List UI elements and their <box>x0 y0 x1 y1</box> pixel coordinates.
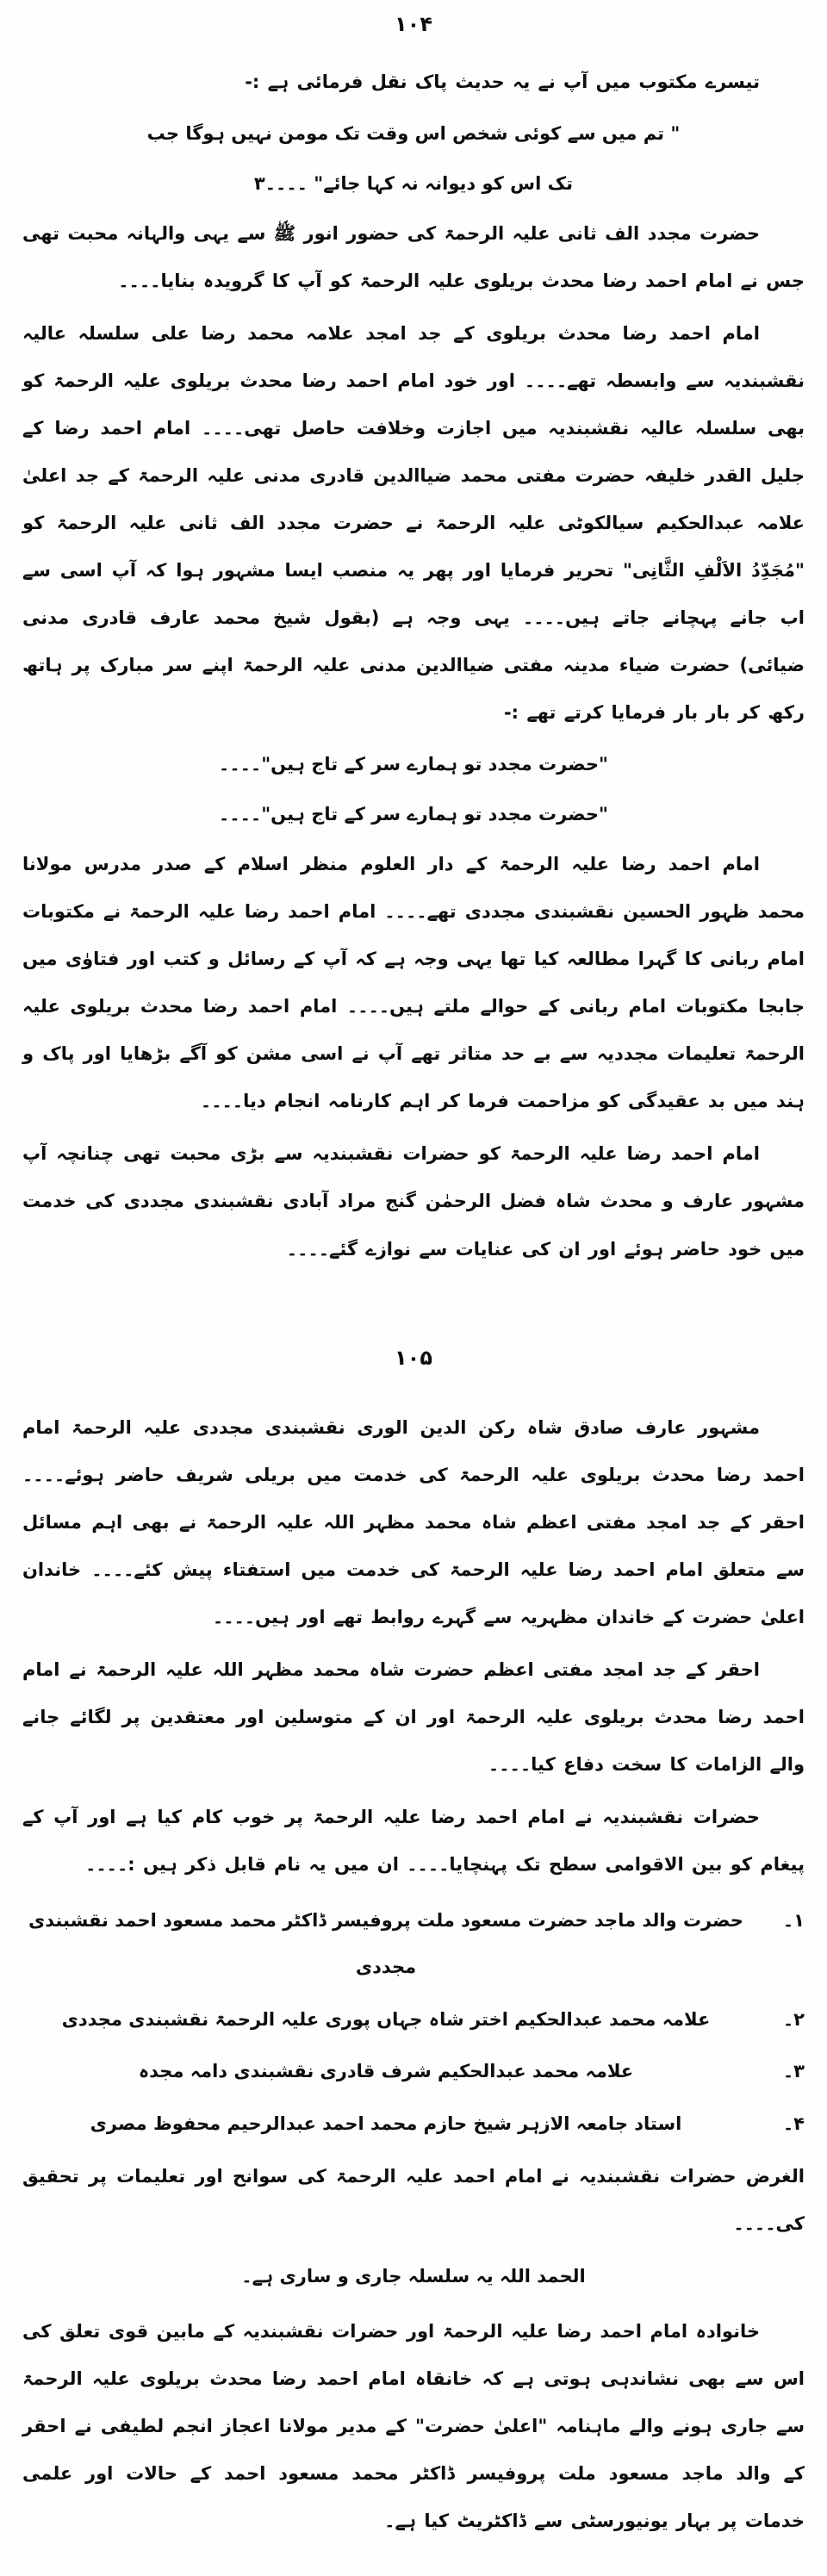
list-item <box>22 2100 805 2148</box>
list-item <box>22 1897 805 1991</box>
hadith-quote-line-1: " تم میں سے کوئی شخص اس وقت تک مومن نہیں ہوگا جب <box>146 123 681 145</box>
page-number-105: ۱۰۵ <box>395 1345 432 1370</box>
list-item-text: حضرت والد ماجد حضرت مسعود ملت پروفیسر ڈاکٹر محمد مسعود احمد نقشبندی مجددی <box>28 1909 743 1978</box>
intro-paragraph: تیسرے مکتوب میں آپ نے یہ حدیث پاک نقل فرمائی ہے :- <box>245 72 760 92</box>
paragraph-visitors-bareilly: مشہور عارف صادق شاہ رکن الدین الوری نقشبندی مجددی علیہ الرحمۃ امام احمد رضا محدث بریلوی علیہ الرحمۃ کی خدمت میں بریلی شریف حاضر ہوئے۔۔۔۔ احقر کے جد امجد مفتی اعظم شاہ محمد مظہر اللہ علیہ الرحمۃ نے بھی اہم مسائل سے متعلق امام احمد رضا علیہ الرحمۃ کی خدمت میں استفتاء پیش کئے۔۔۔۔ خاندان اعلیٰ حضرت کے خاندان مظہریہ سے گہرے روابط تھے اور ہیں۔۔۔۔ <box>22 1416 805 1627</box>
list-item-text: استاد جامعہ الازہر شیخ حازم محمد احمد عبدالرحیم محفوظ مصری <box>90 2113 682 2135</box>
paragraph-mujaddid-love: حضرت مجدد الف ثانی علیہ الرحمۃ کی حضور انور ﷺ سے یہی والہانہ محبت تھی جس نے امام احمد رضا محدث بریلوی علیہ الرحمۃ کو آپ کا گرویدہ بنایا۔۔۔۔ <box>22 223 805 292</box>
notable-names-list <box>22 1897 805 2148</box>
list-item-number: ۲۔ <box>782 2008 805 2030</box>
page-number-104: ۱۰۴ <box>395 12 432 36</box>
list-item-number: ۱۔ <box>782 1909 805 1931</box>
paragraph-international-work: حضرات نقشبندیہ نے امام احمد رضا علیہ الرحمۃ پر خوب کام کیا ہے اور آپ کے پیغام کو بین الاقوامی سطح تک پہنچایا۔۔۔۔ ان میں یہ نام قابل ذکر ہیں :۔۔۔۔ <box>22 1806 805 1875</box>
paragraph-summary-research: الغرض حضرات نقشبندیہ نے امام احمد علیہ الرحمۃ کی سوانح اور تعلیمات پر تحقیق کی۔۔۔۔ <box>22 2165 805 2234</box>
hadith-quote-line-2: تک اس کو دیوانہ نہ کہا جائے" ۔۔۔۔۳ <box>253 172 574 194</box>
list-item-number: ۴۔ <box>782 2113 805 2135</box>
list-item <box>22 1996 805 2044</box>
paragraph-naqshbandi-affection: امام احمد رضا علیہ الرحمۃ کو حضرات نقشبندیہ سے بڑی محبت تھی چنانچہ آپ مشہور عارف و محدث شاہ فضل الرحمٰن گنج مراد آبادی نقشبندی مجددی کی خدمت میں خود حاضر ہوئے اور ان کی عنایات سے نوازے گئے۔۔۔۔ <box>22 1143 805 1260</box>
paragraph-naqshbandi-lineage: امام احمد رضا محدث بریلوی کے جد امجد علامہ محمد رضا علی سلسلہ عالیہ نقشبندیہ سے وابسطہ تھے۔۔۔۔ اور خود امام احمد رضا محدث بریلوی علیہ الرحمۃ کو بھی سلسلہ عالیہ نقشبندیہ میں اجازت وخلافت حاصل تھی۔۔۔۔ امام احمد رضا کے جلیل القدر خلیفہ حضرت مفتی محمد ضیاالدین قادری مدنی علیہ الرحمۃ کے جد اعلیٰ علامہ عبدالحکیم سیالکوٹی علیہ الرحمۃ نے حضرت مجدد الف ثانی علیہ الرحمۃ کو "مُجَدِّدُ الاَلْفِ الثَّانِی" تحریر فرمایا اور پھر یہ منصب ایسا مشہور ہوا کہ آپ اسی سے اب جانے پہچانے جاتے ہیں۔۔۔۔ یہی وجہ ہے (بقول شیخ محمد عارف قادری مدنی ضیائی) حضرت ضیاء مدینہ مفتی ضیاالدین مدنی علیہ الرحمۃ اپنے سر مبارک پر ہاتھ رکھ کر بار بار فرمایا کرتے تھے :- <box>22 323 805 724</box>
paragraph-defence-allegations: احقر کے جد امجد مفتی اعظم حضرت شاہ محمد مظہر اللہ علیہ الرحمۃ نے امام احمد رضا محدث بریلوی علیہ الرحمۃ اور ان کے متوسلین اور معتقدین پر لگائے جانے والے الزامات کا سخت دفاع کیا۔۔۔۔ <box>22 1658 805 1775</box>
taj-quote-2: "حضرت مجدد تو ہمارے سر کے تاج ہیں"۔۔۔۔ <box>219 803 608 824</box>
list-item-number: ۳۔ <box>782 2061 805 2082</box>
paragraph-doctorate-note: خانوادہ امام احمد رضا علیہ الرحمۃ اور حضرات نقشبندیہ کے مابین قوی تعلق کی اس سے بھی نشاندہی ہوتی ہے کہ خانقاہ امام احمد رضا محدث بریلوی علیہ الرحمۃ سے جاری ہونے والے ماہنامہ "اعلیٰ حضرت" کے مدیر مولانا اعجاز انجم لطیفی نے احقر کے والد ماجد مسعود ملت پروفیسر ڈاکٹر محمد مسعود احمد کے حالات اور علمی خدمات پر بہار یونیورسٹی سے ڈاکٹریٹ کیا ہے۔ <box>22 2321 805 2532</box>
paragraph-maktubat-study: امام احمد رضا علیہ الرحمۃ کے دار العلوم منظر اسلام کے صدر مدرس مولانا محمد ظہور الحسین نقشبندی مجددی تھے۔۔۔۔ امام احمد رضا علیہ الرحمۃ نے مکتوبات امام ربانی کا گہرا مطالعہ کیا تھا یہی وجہ ہے کہ آپ کے رسائل و کتب اور فتاوٰی میں جابجا مکتوبات امام ربانی کے حوالے ملتے ہیں۔۔۔۔ امام احمد رضا محدث بریلوی علیہ الرحمۃ تعلیمات مجددیہ سے بے حد متاثر تھے آپ نے اسی مشن کو آگے بڑھایا اور پاک و ہند میں بد عقیدگی کو مزاحمت فرما کر اہم کارنامہ انجام دیا۔۔۔۔ <box>22 854 805 1112</box>
taj-quote-1: "حضرت مجدد تو ہمارے سر کے تاج ہیں"۔۔۔۔ <box>219 754 608 775</box>
list-item-text: علامہ محمد عبدالحکیم اختر شاہ جہاں پوری علیہ الرحمۃ نقشبندی مجددی <box>61 2008 711 2030</box>
list-item <box>22 2048 805 2095</box>
list-item-text: علامہ محمد عبدالحکیم شرف قادری نقشبندی دامہ مجدہ <box>138 2061 634 2082</box>
paragraph-alhamdulillah: الحمد اللہ یہ سلسلہ جاری و ساری ہے۔ <box>241 2265 586 2287</box>
